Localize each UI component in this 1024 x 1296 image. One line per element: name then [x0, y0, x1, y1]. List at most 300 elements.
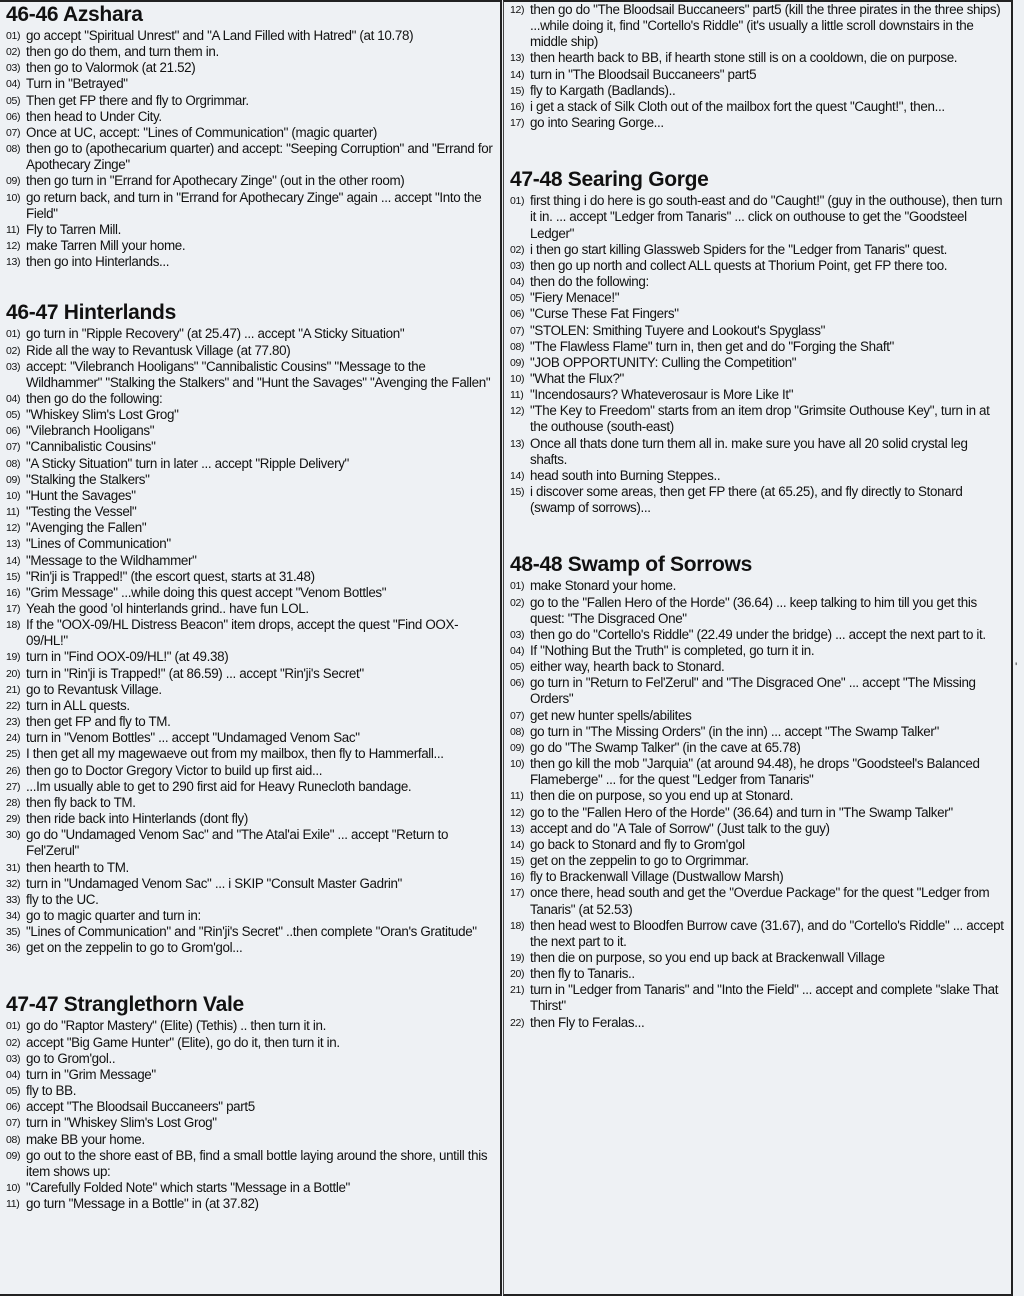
step-number: 17) — [510, 887, 525, 900]
step-item — [6, 940, 494, 956]
step-text: then go to Doctor Gregory Victor to build up first aid... — [26, 762, 323, 778]
step-number: 19) — [510, 951, 525, 964]
step-item — [6, 585, 494, 601]
step-item — [6, 876, 494, 892]
step-text: go accept "Spiritual Unrest" and "A Land Filled with Hatred" (at 10.78) — [26, 28, 414, 43]
step-item — [510, 966, 1005, 982]
step-number: 11) — [6, 223, 20, 236]
step-item — [510, 853, 1005, 869]
step-text: turn in "Undamaged Venom Sac" ... i SKIP "Consult Master Gadrin" — [26, 875, 402, 891]
step-number: 01) — [6, 30, 21, 42]
step-text: accept and do "A Tale of Sorrow" (Just talk to the guy) — [530, 820, 830, 836]
step-item — [6, 423, 494, 439]
step-item — [6, 173, 494, 189]
step-item — [510, 837, 1005, 853]
step-item — [6, 125, 494, 141]
step-item — [510, 740, 1005, 756]
step-item — [510, 724, 1005, 740]
step-item — [510, 885, 1005, 917]
step-number: 12) — [510, 806, 525, 819]
step-text: turn in "Ledger from Tanaris" and "Into the Field" ... accept and complete "slake That Thirst" — [530, 982, 999, 1014]
step-number: 01) — [510, 580, 525, 593]
step-number: 21) — [6, 683, 21, 696]
step-item — [510, 387, 1005, 403]
step-item — [6, 649, 494, 665]
step-number: 05) — [510, 292, 525, 305]
step-text: go do "The Swamp Talker" (in the cave at 65.78) — [530, 739, 801, 755]
section-title: 47-47 Stranglethorn Vale — [6, 993, 244, 1017]
section-47-48-searing-gorge — [510, 167, 1005, 516]
step-text: go into Searing Gorge... — [530, 115, 664, 131]
step-number: 04) — [510, 276, 525, 289]
step-number: 05) — [6, 94, 21, 107]
step-text: go turn in "Return to Fel'Zerul" and "The Disgraced One" ... accept "The Missing Orders" — [530, 675, 976, 707]
step-number: 04) — [6, 392, 21, 405]
step-number: 23) — [6, 716, 21, 729]
step-number: 07) — [6, 441, 21, 454]
step-text: go back to Stonard and fly to Grom'gol — [530, 836, 745, 852]
step-text: go turn "Message in a Bottle" in (at 37.82) — [26, 1196, 259, 1212]
step-text: "Hunt the Savages" — [26, 487, 136, 503]
step-item — [510, 982, 1005, 1014]
step-text: go to Grom'gol.. — [26, 1050, 116, 1066]
step-text: turn in "The Bloodsail Buccaneers" part5 — [530, 66, 757, 82]
step-number: 10) — [6, 191, 21, 204]
step-item — [6, 1180, 494, 1196]
step-number: 27) — [6, 780, 21, 793]
step-text: go do "Raptor Mastery" (Elite) (Tethis) .. then turn it in. — [26, 1018, 326, 1034]
step-item — [510, 339, 1005, 355]
step-item — [510, 355, 1005, 371]
step-number: 14) — [510, 68, 525, 81]
step-number: 11) — [510, 389, 524, 402]
step-number: 07) — [6, 1117, 21, 1130]
step-text: accept "Big Game Hunter" (Elite), go do it, then turn it in. — [26, 1034, 340, 1050]
step-number: 35) — [6, 926, 21, 939]
step-number: 07) — [510, 324, 525, 337]
step-text: get on the zeppelin to go to Orgrimmar. — [530, 853, 749, 869]
step-number: 05) — [6, 1085, 21, 1098]
step-item — [510, 99, 1005, 115]
step-text: "A Sticky Situation" turn in later ... accept "Ripple Delivery" — [26, 455, 349, 471]
step-text: ...Im usually able to get to 290 first aid for Heavy Runecloth bandage. — [26, 778, 412, 794]
step-item — [6, 617, 494, 649]
step-text: go return back, and turn in "Errand for Apothecary Zinge" again ... accept "Into the Field" — [26, 189, 482, 221]
step-number: 20) — [6, 667, 21, 680]
section-continued — [510, 2, 1005, 131]
section-title: 46-47 Hinterlands — [6, 301, 176, 325]
step-item — [6, 698, 494, 714]
step-text: "Lines of Communication" and "Rin'ji's Secret" ..then complete "Oran's Gratitude" — [26, 924, 477, 940]
step-text: "The Flawless Flame" turn in, then get and do "Forging the Shaft" — [530, 338, 894, 354]
step-text: "Grim Message" ...while doing this quest accept "Venom Bottles" — [26, 584, 387, 600]
step-number: 34) — [6, 909, 21, 922]
step-text: "Avenging the Fallen" — [26, 520, 147, 536]
step-item — [510, 708, 1005, 724]
step-number: 05) — [510, 661, 525, 674]
step-item — [6, 1051, 494, 1067]
step-text: "STOLEN: Smithing Tuyere and Lookout's Spyglass" — [530, 322, 825, 338]
step-text: "Curse These Fat Fingers" — [530, 306, 679, 322]
step-text: then die on purpose, so you end up at Stonard. — [530, 788, 794, 804]
step-text: go to the "Fallen Hero of the Horde" (36.64) ... keep talking to him till you get this quest: "The Disgraced One" — [530, 594, 977, 626]
step-item — [6, 190, 494, 222]
step-number: 11) — [510, 790, 524, 803]
step-item — [6, 682, 494, 698]
step-item — [510, 918, 1005, 950]
step-number: 02) — [510, 596, 525, 609]
step-item — [6, 536, 494, 552]
step-item — [6, 569, 494, 585]
step-text: "Rin'ji is Trapped!" (the escort quest, starts at 31.48) — [26, 568, 315, 584]
step-text: then go turn in "Errand for Apothecary Zinge" (out in the other room) — [26, 173, 405, 189]
step-item — [510, 258, 1005, 274]
step-text: then go do "The Bloodsail Buccaneers" part5 (kill the three pirates in the three ships) ...while doing it, find "Cortello's Riddle" (it's usually a little scroll downstairs in the middle ship) — [530, 2, 1001, 50]
step-text: then head west to Bloodfen Burrow cave (31.67), and do "Cortello's Riddle" ... accept the next part to it. — [530, 917, 1004, 949]
step-text: then die on purpose, so you end up back at Brackenwall Village — [530, 949, 885, 965]
section-46-46-azshara — [6, 2, 494, 270]
step-item — [510, 1015, 1005, 1031]
step-text: then get FP and fly to TM. — [26, 714, 171, 730]
step-text: go to magic quarter and turn in: — [26, 907, 201, 923]
step-number: 08) — [6, 457, 21, 470]
step-number: 13) — [6, 538, 21, 551]
step-item — [510, 193, 1005, 241]
step-number: 12) — [510, 4, 525, 16]
step-number: 22) — [510, 1016, 525, 1029]
step-text: make BB your home. — [26, 1131, 145, 1147]
step-number: 26) — [6, 764, 21, 777]
step-text: then go to Valormok (at 21.52) — [26, 60, 196, 76]
step-number: 32) — [6, 877, 21, 890]
step-number: 01) — [6, 1020, 21, 1033]
step-text: "Incendosaurs? Whateverosaur is More Like It" — [530, 387, 794, 403]
step-text: i get a stack of Silk Cloth out of the mailbox fort the quest "Caught!", then... — [530, 98, 945, 114]
step-number: 28) — [6, 796, 21, 809]
step-text: Ride all the way to Revantusk Village (at 77.80) — [26, 342, 291, 358]
step-text: fly to Brackenwall Village (Dustwallow Marsh) — [530, 869, 784, 885]
step-number: 33) — [6, 893, 21, 906]
step-number: 10) — [510, 758, 525, 771]
step-number: 16) — [510, 100, 525, 113]
step-number: 06) — [6, 425, 21, 438]
step-text: make Stonard your home. — [530, 578, 677, 594]
step-text: "Stalking the Stalkers" — [26, 471, 150, 487]
step-number: 02) — [6, 344, 21, 357]
step-item — [6, 601, 494, 617]
step-text: then go do them, and turn them in. — [26, 44, 219, 60]
step-text: once there, head south and get the "Overdue Package" for the quest "Ledger from Tanaris" (at 52.53) — [530, 885, 990, 917]
step-text: go turn in "Ripple Recovery" (at 25.47) ... accept "A Sticky Situation" — [26, 326, 405, 342]
step-item — [6, 76, 494, 92]
step-text: "What the Flux?" — [530, 370, 624, 386]
step-item — [510, 468, 1005, 484]
step-text: "JOB OPPORTUNITY: Culling the Competition" — [530, 354, 797, 370]
step-number: 03) — [510, 628, 525, 641]
step-text: go to Revantusk Village. — [26, 681, 162, 697]
step-number: 14) — [510, 469, 525, 482]
step-number: 01) — [510, 195, 525, 208]
step-item — [510, 869, 1005, 885]
step-item — [510, 2, 1005, 50]
step-text: Once all thats done turn them all in. make sure you have all 20 solid crystal leg shafts. — [530, 435, 968, 467]
step-number: 25) — [6, 748, 21, 761]
step-text: then fly back to TM. — [26, 794, 136, 810]
step-text: i then go start killing Glassweb Spiders for the "Ledger from Tanaris" quest. — [530, 241, 947, 257]
step-item — [6, 763, 494, 779]
step-item — [510, 83, 1005, 99]
step-item — [6, 141, 494, 173]
step-number: 09) — [510, 356, 525, 369]
step-item — [6, 795, 494, 811]
step-number: 10) — [510, 372, 525, 385]
step-number: 04) — [6, 78, 21, 91]
step-number: 16) — [510, 871, 525, 884]
step-item — [6, 520, 494, 536]
step-number: 19) — [6, 651, 21, 664]
step-text: first thing i do here is go south-east and do "Caught!" (guy in the outhouse), then turn it in. ... accept "Ledger from Tanaris" ... click on outhouse to get the "Goodsteel Ledger" — [530, 193, 1003, 241]
step-item — [510, 484, 1005, 516]
margin-mark: ' — [1015, 660, 1018, 674]
step-item — [6, 254, 494, 270]
step-text: Fly to Tarren Mill. — [26, 221, 122, 237]
step-number: 24) — [6, 732, 21, 745]
step-item — [6, 1083, 494, 1099]
step-item — [6, 924, 494, 940]
step-number: 03) — [6, 62, 21, 75]
step-item — [6, 222, 494, 238]
step-number: 01) — [6, 328, 21, 341]
step-text: "Whiskey Slim's Lost Grog" — [26, 407, 179, 423]
step-number: 06) — [510, 677, 525, 690]
step-item — [6, 343, 494, 359]
step-item — [6, 109, 494, 125]
step-text: I then get all my magewaeve out from my mailbox, then fly to Hammerfall... — [26, 746, 444, 762]
step-number: 04) — [510, 645, 525, 657]
step-text: Then get FP there and fly to Orgrimmar. — [26, 92, 249, 108]
step-number: 14) — [6, 554, 21, 567]
step-text: then do the following: — [530, 274, 649, 290]
step-number: 07) — [6, 126, 21, 139]
step-item — [510, 659, 1005, 675]
step-item — [6, 1067, 494, 1083]
step-item — [510, 805, 1005, 821]
step-text: then Fly to Feralas... — [530, 1014, 645, 1030]
step-text: go out to the shore east of BB, find a small bottle laying around the shore, untill this item shows up: — [26, 1147, 488, 1179]
step-item — [6, 60, 494, 76]
right-column — [503, 0, 1013, 1296]
step-number: 10) — [6, 1182, 21, 1194]
step-number: 08) — [510, 340, 525, 353]
step-number: 15) — [510, 855, 525, 868]
step-number: 15) — [510, 486, 525, 499]
step-text: then go kill the mob "Jarquia" (at around 94.48), he drops "Goodsteel's Balanced Flameberge" ... for the quest "Ledger from Tanaris" — [530, 756, 980, 788]
step-item — [6, 1115, 494, 1131]
step-number: 04) — [6, 1068, 21, 1081]
step-item — [6, 811, 494, 827]
step-item — [6, 359, 494, 391]
step-item — [510, 50, 1005, 66]
step-number: 12) — [6, 522, 21, 535]
step-text: turn in "Venom Bottles" ... accept "Undamaged Venom Sac" — [26, 730, 360, 746]
step-number: 02) — [510, 243, 525, 256]
step-item — [510, 627, 1005, 643]
step-number: 15) — [510, 84, 525, 97]
step-item — [6, 238, 494, 254]
step-item — [6, 1018, 494, 1034]
step-item — [6, 714, 494, 730]
step-item — [6, 779, 494, 795]
step-item — [6, 391, 494, 407]
step-number: 08) — [6, 143, 21, 156]
step-item — [510, 788, 1005, 804]
step-text: then head to Under City. — [26, 108, 162, 124]
step-number: 02) — [6, 1036, 21, 1049]
step-number: 03) — [6, 360, 21, 373]
step-number: 17) — [510, 117, 525, 130]
step-number: 07) — [510, 709, 525, 722]
step-number: 18) — [510, 919, 525, 932]
section-gap — [6, 956, 494, 992]
step-text: Turn in "Betrayed" — [26, 76, 128, 92]
step-item — [510, 643, 1005, 659]
step-number: 16) — [6, 586, 21, 599]
step-number: 11) — [6, 1198, 20, 1211]
step-item — [6, 666, 494, 682]
step-item — [6, 553, 494, 569]
step-item — [510, 274, 1005, 290]
step-item — [6, 827, 494, 859]
step-text: then ride back into Hinterlands (dont fly) — [26, 811, 248, 827]
section-title: 48-48 Swamp of Sorrows — [510, 553, 752, 577]
left-column — [0, 0, 502, 1296]
step-item — [6, 860, 494, 876]
step-item — [6, 44, 494, 60]
step-number: 13) — [6, 256, 21, 269]
step-item — [510, 323, 1005, 339]
step-item — [6, 456, 494, 472]
step-item — [510, 242, 1005, 258]
step-text: then go into Hinterlands... — [26, 254, 170, 270]
step-number: 03) — [6, 1052, 21, 1065]
step-item — [6, 1132, 494, 1148]
step-item — [6, 1035, 494, 1051]
step-item — [510, 578, 1005, 594]
step-item — [510, 371, 1005, 387]
step-item — [510, 115, 1005, 131]
step-number: 14) — [510, 838, 525, 851]
step-text: accept "The Bloodsail Buccaneers" part5 — [26, 1099, 255, 1115]
step-item — [510, 436, 1005, 468]
step-number: 20) — [510, 968, 525, 981]
step-text: then go do "Cortello's Riddle" (22.49 under the bridge) ... accept the next part to it. — [530, 626, 986, 642]
step-text: get new hunter spells/abilites — [530, 707, 692, 723]
step-item — [6, 1148, 494, 1180]
step-text: Yeah the good 'ol hinterlands grind.. have fun LOL. — [26, 601, 309, 616]
step-text: "Carefully Folded Note" which starts "Message in a Bottle" — [26, 1180, 350, 1195]
step-text: If "Nothing But the Truth" is completed, go turn it in. — [530, 643, 815, 658]
step-number: 13) — [510, 437, 525, 450]
step-text: then fly to Tanaris.. — [530, 966, 635, 982]
step-item — [6, 1196, 494, 1212]
step-item — [510, 595, 1005, 627]
step-text: go turn in "The Missing Orders" (in the inn) ... accept "The Swamp Talker" — [530, 723, 939, 739]
step-text: accept: "Vilebranch Hooligans" "Cannibalistic Cousins" "Message to the Wildhammer" "Stalking the Stalkers" and "Hunt the Savages" "Avenging the Fallen" — [26, 358, 491, 390]
step-item — [510, 306, 1005, 322]
step-text: If the "OOX-09/HL Distress Beacon" item drops, accept the quest "Find OOX-09/HL!" — [26, 617, 459, 649]
step-number: 18) — [6, 619, 21, 632]
step-item — [6, 908, 494, 924]
step-number: 09) — [510, 741, 525, 754]
step-number: 06) — [510, 308, 525, 321]
section-gap — [6, 270, 494, 300]
step-number: 09) — [6, 1149, 21, 1162]
step-text: i discover some areas, then get FP there (at 65.25), and fly directly to Stonard (swamp of sorrows)... — [530, 484, 963, 516]
step-text: "Lines of Communication" — [26, 536, 171, 552]
step-text: turn in "Rin'ji is Trapped!" (at 86.59) ... accept "Rin'ji's Secret" — [26, 665, 364, 681]
step-item — [6, 407, 494, 423]
step-text: "Message to the Wildhammer" — [26, 552, 197, 568]
step-number: 08) — [6, 1133, 21, 1146]
section-47-47-stranglethorn-vale — [6, 992, 494, 1212]
step-text: "The Key to Freedom" starts from an item drop "Grimsite Outhouse Key", turn in at the outhouse (south-east) — [530, 403, 990, 435]
step-text: fly to Kargath (Badlands).. — [530, 82, 676, 98]
step-text: go to the "Fallen Hero of the Horde" (36.64) and turn in "The Swamp Talker" — [530, 804, 953, 820]
step-item — [6, 93, 494, 109]
step-text: make Tarren Mill your home. — [26, 238, 186, 254]
step-text: get on the zeppelin to go to Grom'gol... — [26, 940, 243, 956]
step-text: turn in "Grim Message" — [26, 1066, 156, 1082]
section-46-47-hinterlands — [6, 300, 494, 956]
step-number: 09) — [6, 175, 21, 188]
step-item — [6, 28, 494, 44]
section-title: 46-46 Azshara — [6, 3, 143, 26]
step-text: "Cannibalistic Cousins" — [26, 439, 156, 455]
step-item — [6, 472, 494, 488]
step-number: 22) — [6, 699, 21, 712]
step-text: go do "Undamaged Venom Sac" and "The Atal'ai Exile" ... accept "Return to Fel'Zerul" — [26, 827, 449, 859]
step-item — [6, 746, 494, 762]
step-item — [510, 675, 1005, 707]
step-number: 21) — [510, 984, 525, 997]
step-text: fly to BB. — [26, 1083, 77, 1099]
step-item — [510, 290, 1005, 306]
step-text: then hearth to TM. — [26, 859, 129, 875]
step-item — [510, 756, 1005, 788]
step-text: then go up north and collect ALL quests at Thorium Point, get FP there too. — [530, 257, 948, 273]
step-text: then hearth back to BB, if hearth stone still is on a cooldown, die on purpose. — [530, 50, 958, 66]
step-text: turn in ALL quests. — [26, 697, 130, 713]
step-item — [510, 821, 1005, 837]
step-item — [6, 730, 494, 746]
section-48-48-swamp-of-sorrows — [510, 552, 1005, 1030]
step-text: fly to the UC. — [26, 891, 99, 907]
step-number: 30) — [6, 829, 21, 842]
step-number: 06) — [6, 110, 21, 123]
step-item — [6, 488, 494, 504]
step-item — [510, 950, 1005, 966]
section-gap — [510, 516, 1005, 552]
step-item — [6, 892, 494, 908]
step-number: 12) — [510, 405, 525, 418]
step-item — [6, 1099, 494, 1115]
step-number: 11) — [6, 506, 20, 519]
step-text: turn in "Find OOX-09/HL!" (at 49.38) — [26, 649, 229, 665]
step-text: either way, hearth back to Stonard. — [530, 659, 725, 675]
step-text: "Fiery Menace!" — [530, 290, 620, 306]
step-number: 13) — [510, 52, 525, 65]
step-number: 08) — [510, 725, 525, 738]
